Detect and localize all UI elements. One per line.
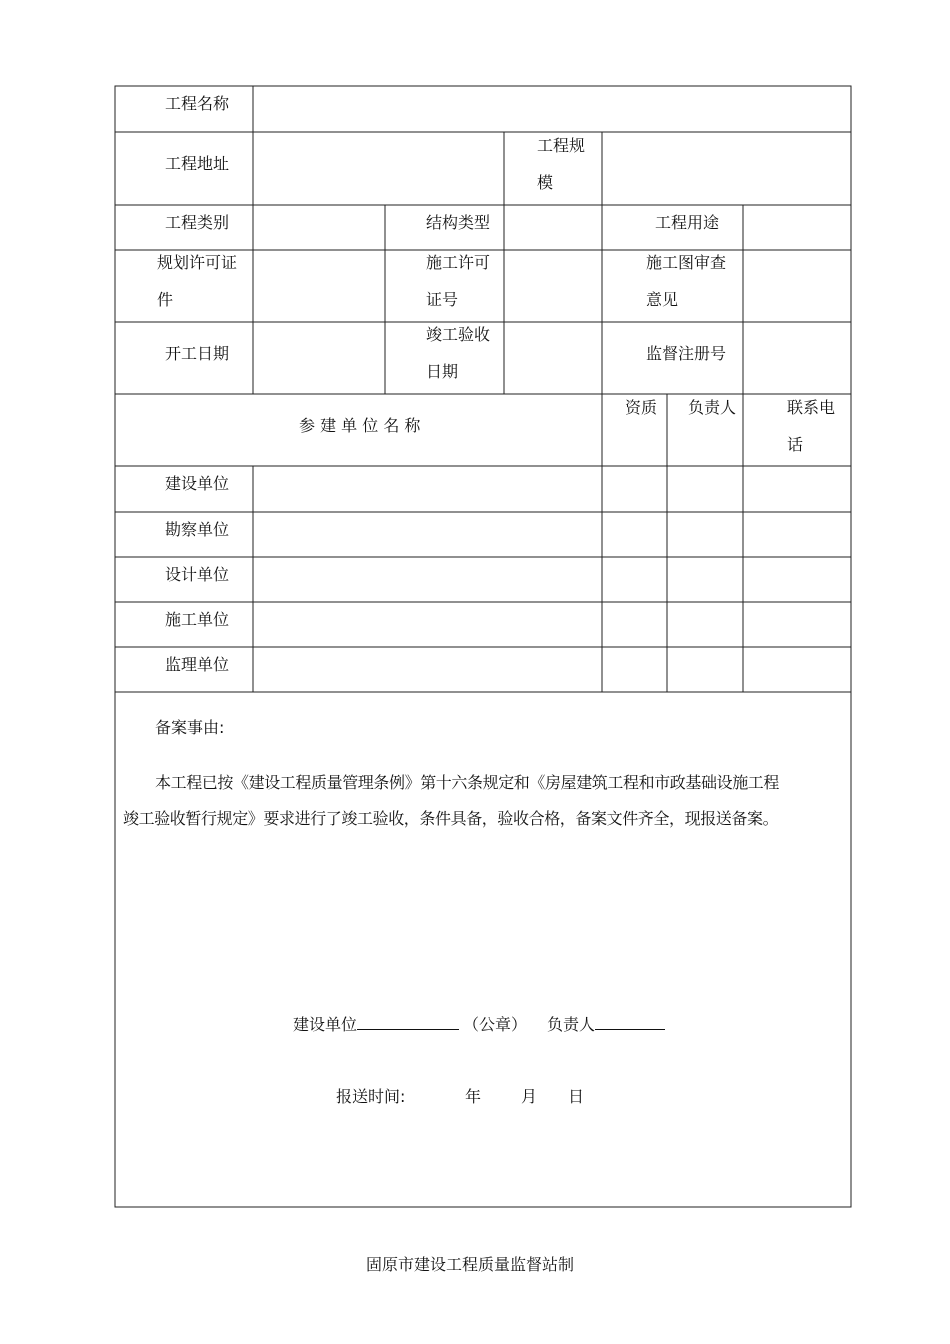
start-date-field[interactable] (254, 323, 384, 393)
issuer-footer: 固原市建设工程质量监督站制 (366, 1255, 575, 1274)
supervision-reg-label: 监督注册号 (646, 344, 727, 363)
project-category-field[interactable] (254, 206, 384, 249)
sign-unit-label: 建设单位 (293, 1015, 358, 1034)
project-use-label: 工程用途 (655, 213, 720, 232)
project-name-field[interactable] (254, 87, 850, 131)
filing-reason-label: 备案事由: (155, 718, 225, 737)
supervision-reg-field[interactable] (744, 323, 850, 393)
sign-person-blank[interactable] (595, 1011, 665, 1030)
start-date-label: 开工日期 (165, 344, 230, 363)
sign-person-label: 负责人 (547, 1015, 596, 1034)
filing-paragraph-line-2: 竣工验收暂行规定》要求进行了竣工验收，条件具备，验收合格，备案文件齐全，现报送备案。 (123, 809, 779, 828)
project-scale-label: 工程规模 (537, 136, 586, 192)
project-category-label: 工程类别 (165, 213, 230, 232)
project-use-field[interactable] (744, 206, 850, 249)
completion-date-field[interactable] (505, 323, 601, 393)
structure-type-label: 结构类型 (426, 213, 491, 232)
drawing-review-label: 施工图审查意见 (646, 253, 727, 309)
filing-paragraph-line-1: 本工程已按《建设工程质量管理条例》第十六条规定和《房屋建筑工程和市政基础设施工程 (155, 773, 780, 792)
completion-date-label: 竣工验收日期 (426, 325, 491, 381)
unit-row-label: 监理单位 (165, 655, 230, 674)
seal-label: （公章） (463, 1015, 528, 1034)
project-address-label: 工程地址 (165, 154, 230, 173)
month-label: 月 (521, 1087, 538, 1106)
project-name-label: 工程名称 (165, 94, 230, 113)
unit-row-label: 建设单位 (165, 474, 230, 493)
unit-row-label: 勘察单位 (165, 520, 230, 539)
signature-line (293, 1011, 665, 1035)
participants-header: 参 建 单 位 名 称 (299, 416, 421, 435)
project-address-field[interactable] (254, 133, 503, 204)
planning-permit-field[interactable] (254, 251, 384, 321)
planning-permit-label: 规划许可证件 (157, 253, 238, 309)
unit-row-label: 施工单位 (165, 610, 230, 629)
person-in-charge-header: 负责人 (688, 398, 737, 417)
drawing-review-field[interactable] (744, 251, 850, 321)
submit-date-label: 报送时间: (336, 1087, 406, 1106)
construction-permit-label: 施工许可证号 (426, 253, 491, 309)
qualification-header: 资质 (625, 398, 658, 417)
day-label: 日 (568, 1087, 585, 1106)
year-label: 年 (465, 1087, 482, 1106)
unit-row-label: 设计单位 (165, 565, 230, 584)
sign-unit-blank[interactable] (357, 1011, 459, 1030)
construction-permit-field[interactable] (505, 251, 601, 321)
project-scale-field[interactable] (603, 133, 850, 204)
structure-type-field[interactable] (505, 206, 601, 249)
phone-header: 联系电话 (787, 398, 836, 454)
